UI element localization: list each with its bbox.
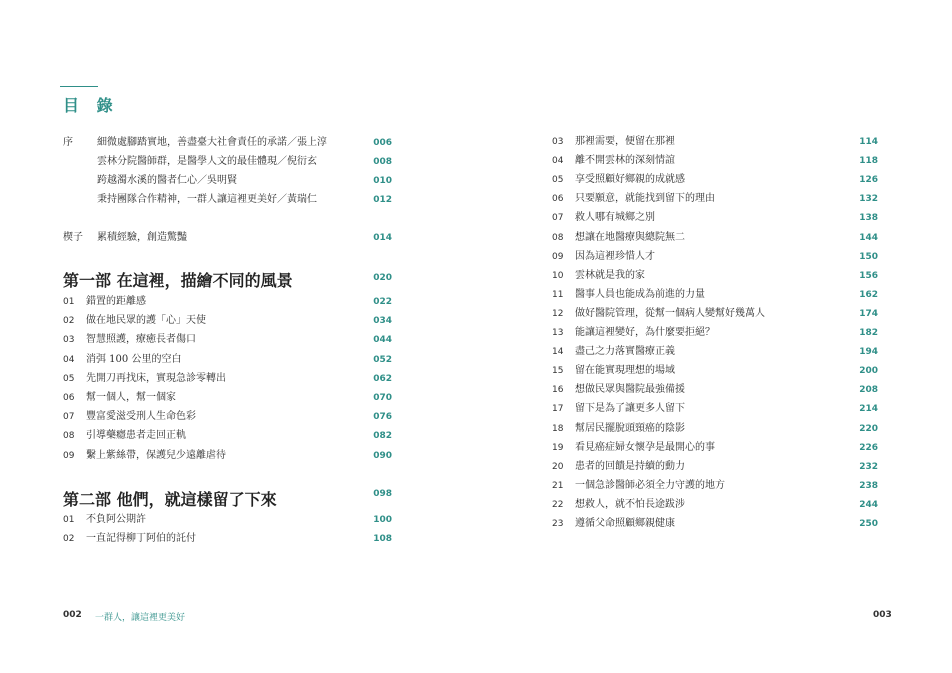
preface-label: 序 <box>63 137 73 148</box>
toc-entry[interactable] <box>63 313 392 329</box>
entry-text: 細微處腳踏實地，善盡臺大社會責任的承諾／張上淳 <box>97 137 327 148</box>
toc-entry[interactable] <box>63 448 392 464</box>
toc-entry[interactable] <box>552 210 878 226</box>
entry-page: 214 <box>859 404 878 415</box>
entry-number: 02 <box>63 316 75 327</box>
entry-number: 11 <box>552 289 564 300</box>
toc-entry[interactable] <box>63 371 392 387</box>
entry-page: 022 <box>373 297 392 307</box>
toc-entry[interactable] <box>552 497 878 513</box>
entry-number: 08 <box>552 232 564 243</box>
toc-entry[interactable] <box>63 512 392 528</box>
toc-entry[interactable] <box>552 440 878 456</box>
entry-text: 做好醫院管理，從幫一個病人變幫好幾萬人 <box>575 307 765 319</box>
entry-page: 012 <box>373 195 392 205</box>
entry-text: 看見癌症婦女懷孕是最開心的事 <box>575 441 715 453</box>
entry-text: 那裡需要，便留在那裡 <box>575 136 675 147</box>
toc-entry[interactable] <box>552 134 878 150</box>
entry-page: 138 <box>859 213 878 224</box>
toc-entry[interactable] <box>97 192 392 208</box>
entry-number: 16 <box>552 385 564 396</box>
toc-entry[interactable] <box>63 332 392 348</box>
entry-text: 醫事人員也能成為前進的力量 <box>575 288 705 300</box>
footer-right-page: 003 <box>873 610 892 620</box>
entry-text: 能讓這裡變好，為什麼要拒絕？ <box>575 327 715 338</box>
toc-entry[interactable] <box>63 390 392 406</box>
entry-text: 留下是為了讓更多人留下 <box>575 403 685 415</box>
entry-number: 07 <box>63 412 75 423</box>
entry-page: 090 <box>373 450 392 461</box>
part1-title[interactable]: 第一部 在這裡，描繪不同的風景 <box>63 271 293 290</box>
entry-number: 05 <box>63 373 75 384</box>
entry-page: 100 <box>373 515 392 525</box>
entry-number: 12 <box>552 308 564 319</box>
part2-page: 098 <box>373 489 392 499</box>
entry-page: 070 <box>373 393 392 403</box>
entry-text: 享受照顧好鄉親的成就感 <box>575 174 685 186</box>
toc-entry[interactable] <box>63 531 392 547</box>
entry-number: 20 <box>552 461 564 472</box>
toc-entry[interactable] <box>552 172 878 188</box>
toc-entry[interactable] <box>552 230 878 246</box>
toc-entry[interactable] <box>552 153 878 169</box>
entry-number: 19 <box>552 442 564 453</box>
entry-text: 秉持團隊合作精神，一群人讓這裡更美好／黃瑞仁 <box>97 194 317 205</box>
entry-number: 05 <box>552 175 564 186</box>
entry-number: 04 <box>63 354 75 365</box>
part2-title[interactable]: 第二部 他們，就這樣留了下來 <box>63 490 277 509</box>
toc-entry[interactable] <box>552 363 878 379</box>
entry-number: 01 <box>63 297 75 307</box>
entry-text: 救人哪有城鄉之別 <box>575 212 655 224</box>
entry-page: 174 <box>859 308 878 319</box>
entry-number: 23 <box>552 519 564 529</box>
entry-page: 232 <box>859 461 878 472</box>
entry-text: 想讓在地醫療與總院無二 <box>575 231 685 243</box>
entry-text: 離不開雲林的深刻情誼 <box>575 155 675 167</box>
entry-page: 052 <box>373 354 392 365</box>
entry-text: 繫上紫絲帶，保護兒少遠離虐待 <box>86 449 226 461</box>
entry-number: 03 <box>63 335 75 346</box>
toc-entry[interactable] <box>63 294 392 310</box>
entry-number: 01 <box>63 515 75 525</box>
entry-page: 200 <box>859 366 878 377</box>
entry-text: 一個急診醫師必須全力守護的地方 <box>575 479 725 491</box>
entry-page: 182 <box>859 328 878 338</box>
entry-text: 想救人，就不怕長途跋涉 <box>575 498 685 510</box>
entry-number: 14 <box>552 347 564 358</box>
entry-page: 156 <box>859 270 878 281</box>
footer-left-page: 002 <box>63 610 82 620</box>
prologue-entry[interactable] <box>63 230 392 246</box>
title-rule <box>60 86 98 87</box>
entry-page: 076 <box>373 412 392 423</box>
entry-number: 21 <box>552 480 564 491</box>
toc-entry[interactable] <box>552 287 878 303</box>
prologue-label: 楔子 <box>63 232 83 243</box>
toc-entry[interactable] <box>552 249 878 265</box>
toc-entry[interactable] <box>552 459 878 475</box>
entry-number: 03 <box>552 137 564 147</box>
toc-entry[interactable] <box>552 421 878 437</box>
entry-text: 消弭 100 公里的空白 <box>86 353 182 365</box>
toc-entry[interactable] <box>63 428 392 444</box>
entry-number: 10 <box>552 270 564 281</box>
entry-page: 082 <box>373 431 392 442</box>
toc-entry[interactable] <box>552 516 878 532</box>
entry-text: 不負阿公期許 <box>86 514 146 525</box>
entry-text: 錯置的距離感 <box>86 296 146 307</box>
entry-page: 114 <box>859 137 878 147</box>
entry-number: 06 <box>552 194 564 205</box>
entry-page: 132 <box>859 194 878 205</box>
entry-number: 15 <box>552 366 564 377</box>
entry-number: 02 <box>63 534 75 545</box>
entry-page: 008 <box>373 157 392 167</box>
entry-text: 雲林就是我的家 <box>575 269 645 281</box>
toc-entry[interactable] <box>97 154 392 170</box>
toc-entry[interactable] <box>552 401 878 417</box>
entry-number: 08 <box>63 431 75 442</box>
entry-text: 幫居民擺脫頭頸癌的陰影 <box>575 422 685 434</box>
toc-entry[interactable] <box>552 306 878 322</box>
toc-entry[interactable] <box>552 382 878 398</box>
entry-page: 126 <box>859 175 878 186</box>
entry-text: 幫一個人，幫一個家 <box>86 392 176 403</box>
entry-number: 04 <box>552 156 564 167</box>
entry-page: 062 <box>373 373 392 384</box>
entry-text: 患者的回饋是持續的動力 <box>575 460 685 472</box>
part1-page: 020 <box>373 273 392 283</box>
entry-number: 13 <box>552 328 564 338</box>
entry-number: 09 <box>63 450 75 461</box>
entry-page: 118 <box>859 156 878 167</box>
entry-number: 07 <box>552 213 564 224</box>
toc-title: 目 錄 <box>63 96 119 115</box>
entry-page: 244 <box>859 499 878 510</box>
entry-text: 盡己之力落實醫療正義 <box>575 346 675 358</box>
entry-page: 006 <box>373 138 392 148</box>
entry-text: 先開刀再找床，實現急診零轉出 <box>86 372 226 384</box>
entry-text: 跨越濁水溪的醫者仁心／吳明賢 <box>97 175 237 186</box>
entry-page: 034 <box>373 316 392 327</box>
entry-page: 208 <box>859 385 878 396</box>
entry-page: 150 <box>859 251 878 262</box>
entry-text: 做在地民眾的護「心」天使 <box>86 315 206 327</box>
entry-page: 010 <box>373 176 392 186</box>
toc-entry[interactable] <box>63 409 392 425</box>
entry-page: 238 <box>859 480 878 491</box>
entry-text: 留在能實現理想的場域 <box>575 365 675 377</box>
toc-entry[interactable] <box>97 173 392 189</box>
toc-entry[interactable] <box>552 325 878 341</box>
entry-number: 18 <box>552 423 564 434</box>
entry-page: 162 <box>859 289 878 300</box>
entry-page: 220 <box>859 423 878 434</box>
entry-number: 06 <box>63 393 75 403</box>
entry-text: 引導藥癮患者走回正軌 <box>86 430 186 442</box>
entry-text: 豐富愛滋受刑人生命色彩 <box>86 411 196 423</box>
entry-text: 雲林分院醫師群，是醫學人文的最佳體現／倪衍玄 <box>97 156 317 167</box>
toc-entry[interactable] <box>552 344 878 360</box>
footer-book-title: 一群人，讓這裡更美好 <box>95 613 186 623</box>
entry-page: 226 <box>859 442 878 453</box>
toc-entry[interactable] <box>63 352 392 368</box>
entry-page: 108 <box>373 534 392 545</box>
entry-text: 一直記得柳丁阿伯的託付 <box>86 533 196 545</box>
entry-number: 17 <box>552 404 564 415</box>
toc-entry[interactable] <box>97 135 392 151</box>
entry-page: 250 <box>859 519 878 529</box>
entry-text: 因為這裡珍惜人才 <box>575 250 655 262</box>
toc-entry[interactable] <box>552 478 878 494</box>
entry-page: 144 <box>859 232 878 243</box>
entry-page: 014 <box>373 233 392 243</box>
entry-number: 09 <box>552 251 564 262</box>
entry-text: 智慧照護，療癒長者傷口 <box>86 334 196 346</box>
entry-text: 只要願意，就能找到留下的理由 <box>575 193 715 205</box>
entry-page: 194 <box>859 347 878 358</box>
toc-entry[interactable] <box>552 191 878 207</box>
entry-number: 22 <box>552 499 564 510</box>
entry-text: 累積經驗，創造驚豔 <box>97 232 187 243</box>
entry-text: 遵循父命照顧鄉親健康 <box>575 518 675 529</box>
toc-entry[interactable] <box>552 268 878 284</box>
entry-page: 044 <box>373 335 392 346</box>
entry-text: 想做民眾與醫院最強備援 <box>575 384 685 396</box>
